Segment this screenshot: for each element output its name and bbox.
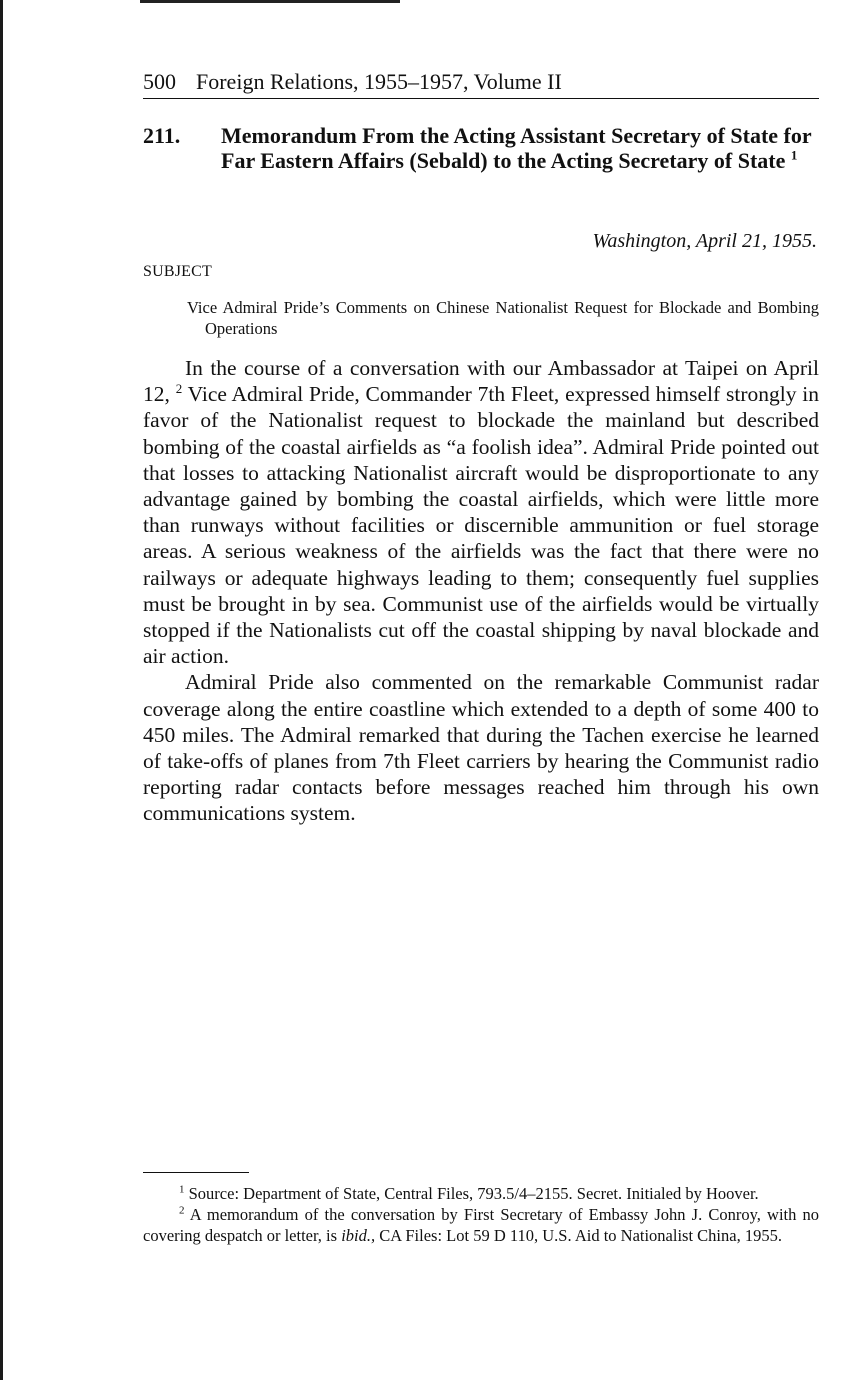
paragraph-2: Admiral Pride also commented on the remarkable Communist radar coverage along the entire coastline which extended to a depth of some 400 to 450 miles. The Admiral remarked that during the Tachen exercise he learned of take-offs of planes from 7th Fleet carriers by hearing the Communist radio reporting radar contacts before messages reached him through his own communications system. [143, 670, 819, 826]
footnote-2 [143, 1204, 819, 1246]
footnote-2-marker: 2 [179, 1204, 185, 1217]
footnote-ref-1[interactable]: 1 [790, 147, 798, 163]
paragraph-1 [143, 355, 819, 669]
paragraph-1-rest: Vice Admiral Pride, Commander 7th Fleet, expressed himself strongly in favor of the Nationalist request to blockade the mainland but described bombing of the coastal airfields as “a foolish idea”. Admiral Pride pointed out that losses to attacking Nationalist aircraft would be disproportionate to any advantage gained by bombing the coastal airfields, which were little more than runways without facilities or discernible ammunition or fuel storage areas. A serious weakness of the airfields was the fact that there were no railways or adequate highways leading to them; consequently fuel supplies must be brought in by sea. Communist use of the airfields would be virtually stopped if the Nationalists cut off the coastal shipping by naval blockade and air action. [143, 382, 819, 669]
footnotes [143, 1183, 819, 1246]
page-number: 500 [143, 69, 176, 94]
page-edge-left [0, 0, 3, 1380]
volume-title: Foreign Relations, 1955–1957, Volume II [196, 69, 562, 94]
document-number: 211. [143, 123, 181, 148]
subject-text: Vice Admiral Pride’s Comments on Chinese Nationalist Request for Blockade and Bombing Operations [187, 298, 819, 338]
footnote-2-ibid: ibid., [341, 1226, 376, 1245]
memorandum-body [143, 355, 819, 827]
paragraph-1-start: In the course of a conversation with our Ambassador at Taipei on April 12, [143, 356, 819, 407]
footnote-1 [143, 1183, 819, 1204]
dateline: Washington, April 21, 1955. [592, 230, 817, 252]
document-title-text: Memorandum From the Acting Assistant Secretary of State for Far Eastern Affairs (Sebald) to the Acting Secretary of State [221, 123, 812, 173]
footnote-1-text: Source: Department of State, Central Files, 793.5/4–2155. Secret. Initialed by Hoover. [188, 1184, 759, 1203]
footnote-rule [143, 1172, 249, 1173]
subject-label: SUBJECT [143, 263, 212, 280]
running-head [143, 68, 819, 99]
page-edge-top [140, 0, 400, 3]
footnote-2-text-end: CA Files: Lot 59 D 110, U.S. Aid to Nationalist China, 1955. [379, 1226, 782, 1245]
footnote-ref-2[interactable]: 2 [175, 381, 183, 397]
footnote-2-text-start: A memorandum of the conversation by First Secretary of Embassy John J. Conroy, with no covering despatch or letter, is [143, 1205, 819, 1245]
document-title [221, 123, 821, 173]
footnote-1-marker: 1 [179, 1183, 185, 1196]
